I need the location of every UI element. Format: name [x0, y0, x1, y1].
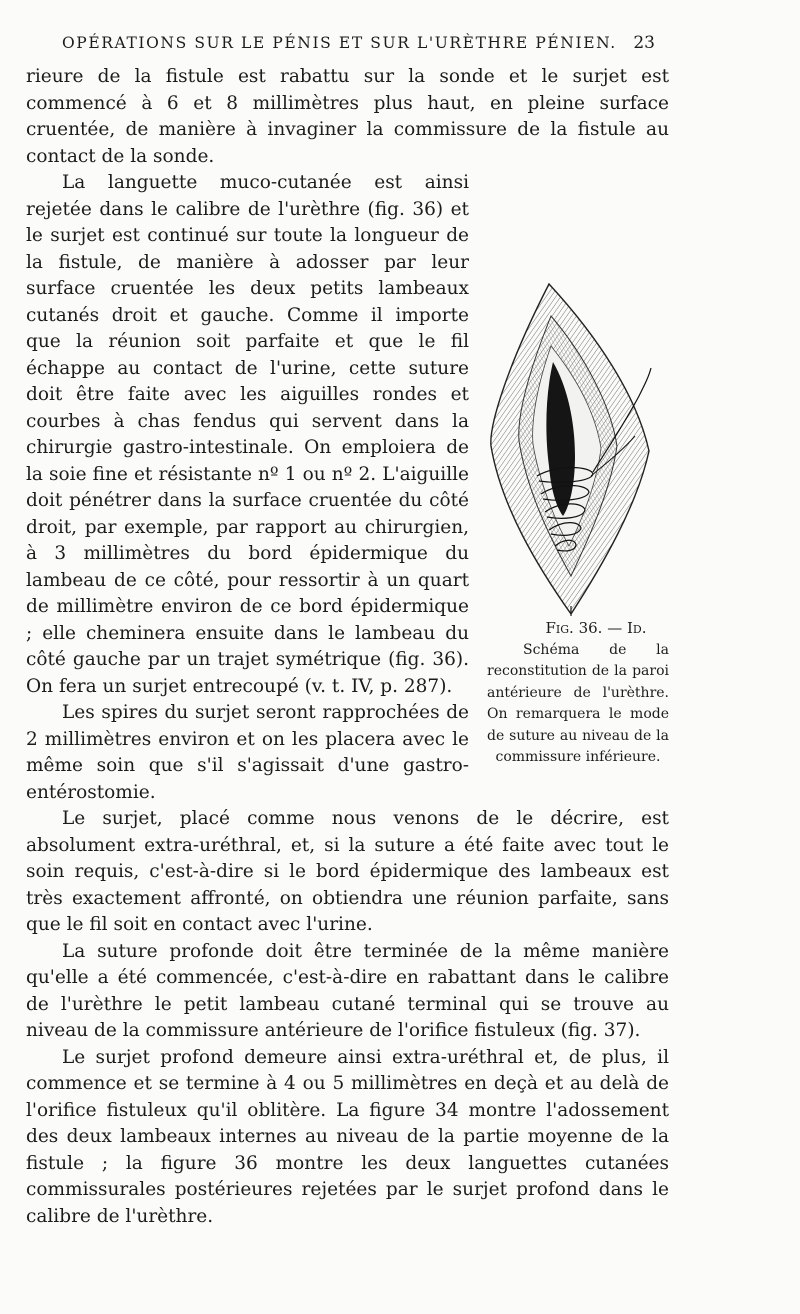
paragraph-2-text: La languette muco-cutanée est ainsi rejetée dans le calibre de l'urèthre (fig. 36) et le surjet est continué sur toute la longueur de la fistule, de manière à adosser par leur surface cruentée les deux petits lambeaux cutanés droit et gauche. Comme il importe que la réunion soit parfaite et que le fil échappe au contact de l'urine, cette suture doit être faite avec les aiguilles rondes et courbes à chas fendus qui servent dans la chirurgie gastro-intestinale. On emploiera de la soie fine et résistante nº 1 ou nº 2. L'aiguille doit pénétrer dans la surface cruentée du côté droit, par exemple, par rapport au chirurgien, à 3 millimètres du bord épidermique du lambeau de ce côté, pour ressortir à un quart de millimètre environ de ce bord épidermique ; elle cheminera ensuite dans le lambeau du côté gauche par un trajet symétrique (fig. 36). On fera un surjet entrecoupé (v. t. IV, p. 287). — [26, 172, 469, 697]
page-number: 23 — [633, 33, 655, 53]
paragraph-3: Les spires du surjet seront rapprochées de 2 millimètres environ et on les placera avec le même soin que s'il s'agissait d'une gastro-entérostomie. — [26, 702, 469, 803]
figure-caption — [487, 618, 669, 769]
body-text — [26, 64, 669, 1230]
paragraph-4: Le surjet, placé comme nous venons de le décrire, est absolument extra-uréthral, et, si la suture a été faite avec tout le soin requis, c'est-à-dire si le bord épidermique des lambeaux est très exactement affronté, on obtiendra une réunion parfaite, sans que le fil soit en contact avec l'urine. — [26, 808, 669, 935]
figure-description: Schéma de la reconstitution de la paroi antérieure de l'urèthre. On remarquera le mode de suture au niveau de la commissure inférieure. — [487, 641, 669, 765]
paragraph-6: Le surjet profond demeure ainsi extra-uréthral et, de plus, il commence et se termine à 4 ou 5 millimètres en deçà et au delà de l'orifice fistuleux qu'il oblitère. La figure 34 montre l'adossement des deux lambeaux internes au niveau de la partie moyenne de la fistule ; la figure 36 montre les deux languettes cutanées commissurales postérieures rejetées par le surjet profond dans le calibre de l'urèthre. — [26, 1046, 669, 1227]
figure-label: Fig. 36. — Id. — [545, 619, 647, 637]
figure-36 — [487, 276, 669, 798]
running-title: OPÉRATIONS SUR LE PÉNIS ET SUR L'URÈTHRE PÉNIEN. — [62, 34, 617, 52]
urethra-suture-illustration — [487, 276, 669, 616]
paragraph-1: rieure de la fistule est rabattu sur la sonde et le surjet est commencé à 6 et 8 millimètres plus haut, en pleine surface cruentée, de manière à invaginer la commissure de la fistule au contact de la sonde. — [26, 66, 669, 167]
paragraph-5: La suture profonde doit être terminée de la même manière qu'elle a été commencée, c'est-à-dire en rabattant dans le calibre de l'urèthre le petit lambeau cutané terminal qui se trouve au niveau de la commissure antérieure de l'orifice fistuleux (fig. 37). — [26, 940, 669, 1041]
